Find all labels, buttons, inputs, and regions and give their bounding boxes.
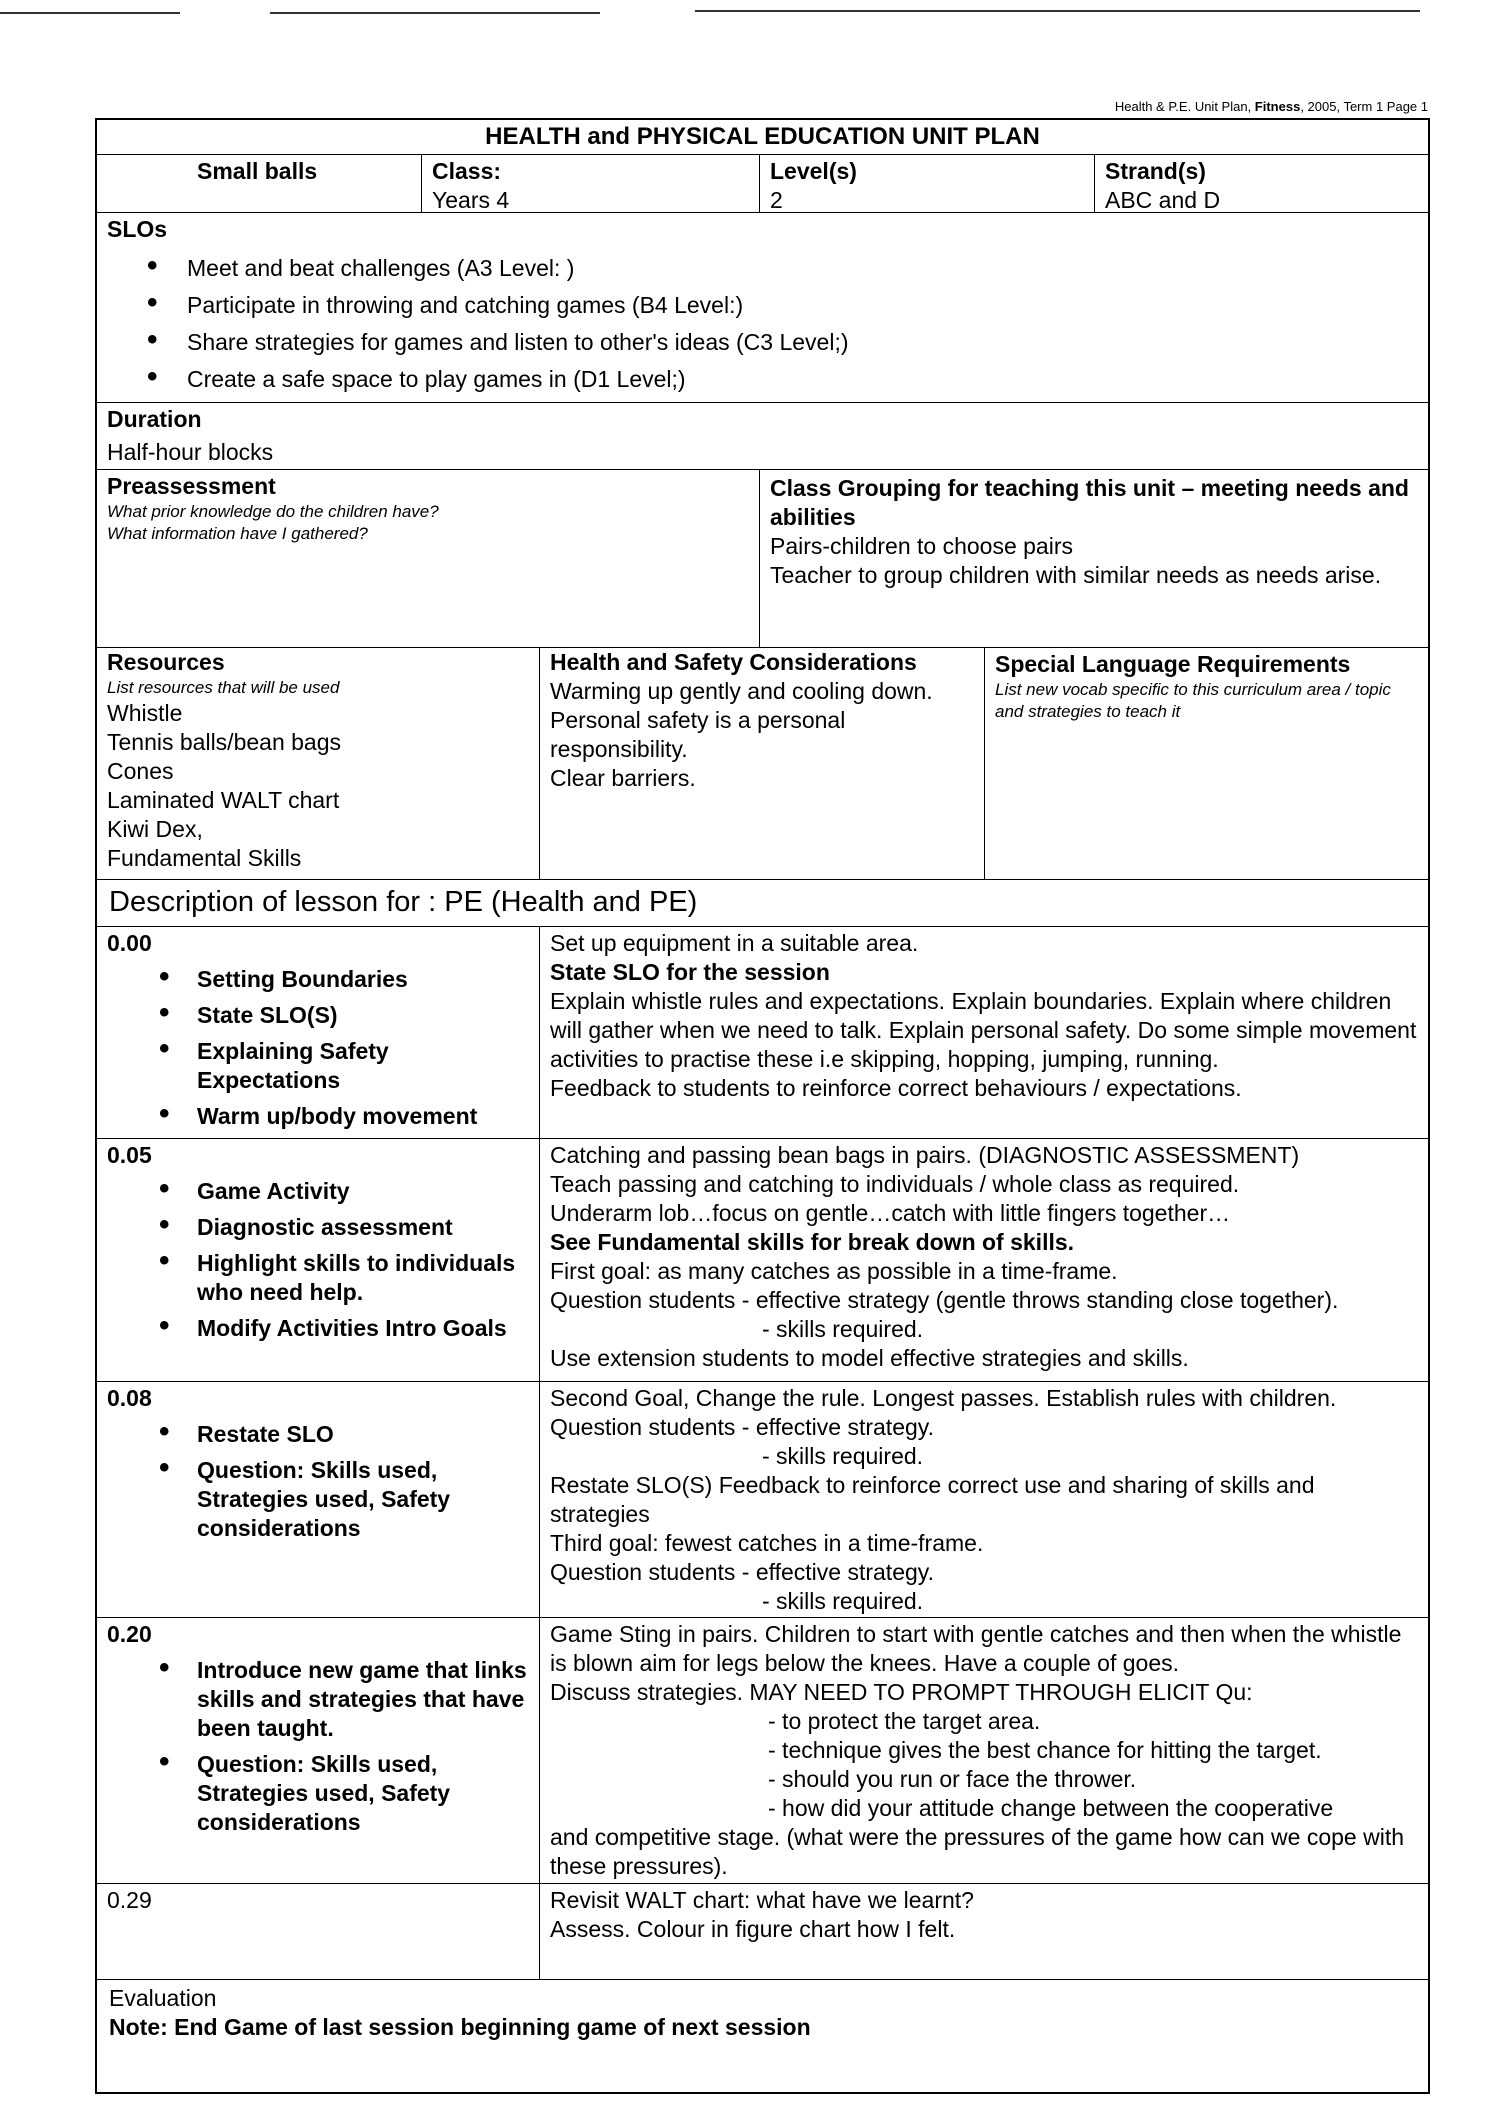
evaluation-section: [97, 1980, 1428, 2092]
activity-item: • Diagnostic assessment: [107, 1213, 529, 1242]
preassessment-prompt: What information have I gathered?: [107, 524, 368, 543]
activity-item: • Highlight skills to individuals who need help.: [107, 1249, 529, 1307]
lesson-time: 0.00: [107, 930, 152, 956]
duration-label: Duration: [107, 406, 202, 432]
slo-item: • Meet and beat challenges (A3 Level: ): [97, 254, 1428, 283]
detail-line: - how did your attitude change between the cooperative: [768, 1795, 1334, 1821]
resource-item: Kiwi Dex,: [107, 816, 203, 842]
detail-line: Explain whistle rules and expectations. Explain boundaries. Explain where children will gather when we need to talk. Explain personal safety. Do some simple movement activities to practise these i.e skipping, hopping, jumping, running.: [550, 988, 1417, 1072]
slos-label: SLOs: [107, 216, 168, 242]
lesson-row: [97, 1139, 1428, 1382]
activity-item: • Modify Activities Intro Goals: [107, 1314, 529, 1343]
slo-item: • Participate in throwing and catching games (B4 Level:): [97, 291, 1428, 320]
level-cell: [760, 155, 1095, 212]
detail-line: - skills required.: [762, 1316, 924, 1342]
lesson-details-cell: [540, 1139, 1428, 1381]
strand-value: ABC and D: [1105, 187, 1221, 213]
lesson-time: 0.20: [107, 1621, 152, 1647]
resource-item: Fundamental Skills: [107, 845, 302, 871]
lesson-row: [97, 1382, 1428, 1618]
class-value: Years 4: [432, 187, 510, 213]
slo-item: • Share strategies for games and listen to other's ideas (C3 Level;): [97, 328, 1428, 357]
unit-info-row: [97, 155, 1428, 213]
lesson-row: [97, 1884, 1428, 1980]
detail-line: Teach passing and catching to individuals / whole class as required.: [550, 1171, 1240, 1197]
language-prompt: List new vocab specific to this curriculum area / topic and strategies to teach it: [995, 680, 1391, 721]
lesson-details-cell: [540, 1382, 1428, 1617]
unit-plan-table: [95, 118, 1430, 2094]
resources-label: Resources: [107, 649, 225, 675]
class-cell: [422, 155, 760, 212]
slos-row: [97, 213, 1428, 403]
scan-artifact-line: [0, 12, 180, 14]
lesson-time-cell: [97, 1382, 540, 1617]
preassessment-row: [97, 470, 1428, 648]
lesson-row: [97, 1618, 1428, 1884]
activity-list: [107, 965, 529, 1131]
activity-item: • Explaining Safety Expectations: [107, 1037, 529, 1095]
activity-item: • Game Activity: [107, 1177, 529, 1206]
detail-line: Feedback to students to reinforce correct behaviours / expectations.: [550, 1075, 1242, 1101]
activity-item: • Setting Boundaries: [107, 965, 529, 994]
resource-item: Cones: [107, 758, 174, 784]
detail-line: Third goal: fewest catches in a time-frame.: [550, 1530, 984, 1556]
activity-item: • State SLO(S): [107, 1001, 529, 1030]
lesson-time-cell: [97, 927, 540, 1138]
resources-row: [97, 648, 1428, 880]
activity-item: • Introduce new game that links skills and strategies that have been taught.: [107, 1656, 529, 1743]
class-label: Class:: [432, 158, 502, 184]
description-title-row: [97, 880, 1428, 927]
detail-line: Second Goal, Change the rule. Longest passes. Establish rules with children.: [550, 1385, 1337, 1411]
detail-line: Discuss strategies. MAY NEED TO PROMPT THROUGH ELICIT Qu:: [550, 1679, 1253, 1705]
detail-line: Question students - effective strategy.: [550, 1414, 934, 1440]
resource-item: Tennis balls/bean bags: [107, 729, 341, 755]
preassessment-label: Preassessment: [107, 473, 276, 499]
detail-line: Question students - effective strategy.: [550, 1559, 934, 1585]
language-cell: [985, 648, 1428, 879]
page-title: HEALTH and PHYSICAL EDUCATION UNIT PLAN: [485, 123, 1040, 150]
detail-line: Set up equipment in a suitable area.: [550, 930, 919, 956]
scan-artifact-line: [270, 12, 600, 14]
unit-topic: Small balls: [97, 155, 422, 212]
activity-list: [107, 1420, 529, 1543]
lesson-details-cell: [540, 927, 1428, 1138]
health-safety-line: Warming up gently and cooling down.: [550, 678, 933, 704]
detail-line: See Fundamental skills for break down of skills.: [550, 1229, 1075, 1255]
activity-item: • Restate SLO: [107, 1420, 529, 1449]
detail-line: - should you run or face the thrower.: [768, 1766, 1137, 1792]
detail-line: Assess. Colour in figure chart how I felt.: [550, 1916, 956, 1942]
lesson-time-cell: [97, 1884, 540, 1979]
detail-line: Use extension students to model effective strategies and skills.: [550, 1345, 1189, 1371]
resources-cell: [97, 648, 540, 879]
grouping-cell: [760, 470, 1428, 647]
lesson-details-cell: [540, 1884, 1428, 1979]
detail-line: Catching and passing bean bags in pairs. (DIAGNOSTIC ASSESSMENT): [550, 1142, 1300, 1168]
scan-artifact-line: [695, 10, 1420, 12]
lesson-time: 0.05: [107, 1142, 152, 1168]
description-title: Description of lesson for : PE (Health and PE): [109, 886, 698, 918]
activity-list: [107, 1177, 529, 1343]
title-row: [97, 120, 1428, 155]
health-safety-line: Personal safety is a personal responsibility.: [550, 707, 846, 762]
lesson-time: 0.29: [107, 1887, 152, 1913]
slo-list: [97, 254, 1428, 394]
lesson-row: [97, 927, 1428, 1139]
activity-item: • Question: Skills used, Strategies used, Safety considerations: [107, 1456, 529, 1543]
detail-line: Revisit WALT chart: what have we learnt?: [550, 1887, 974, 1913]
strand-label: Strand(s): [1105, 158, 1206, 184]
resources-prompt: List resources that will be used: [107, 678, 340, 697]
detail-line: and competitive stage. (what were the pressures of the game how can we cope with these pressures).: [550, 1824, 1405, 1879]
detail-line: Question students - effective strategy (gentle throws standing close together).: [550, 1287, 1339, 1313]
duration-value: Half-hour blocks: [107, 439, 274, 465]
detail-line: Restate SLO(S) Feedback to reinforce correct use and sharing of skills and strategies: [550, 1472, 1315, 1527]
health-safety-cell: [540, 648, 985, 879]
preassessment-prompt: What prior knowledge do the children have?: [107, 502, 439, 521]
level-label: Level(s): [770, 158, 857, 184]
level-value: 2: [770, 187, 783, 213]
detail-line: - skills required.: [762, 1588, 924, 1614]
resource-item: Laminated WALT chart: [107, 787, 340, 813]
grouping-label: Class Grouping for teaching this unit – meeting needs and abilities: [770, 475, 1409, 530]
resource-item: Whistle: [107, 700, 183, 726]
strand-cell: [1095, 155, 1428, 212]
lesson-time: 0.08: [107, 1385, 152, 1411]
preassessment-cell: [97, 470, 760, 647]
lesson-time-cell: [97, 1139, 540, 1381]
health-safety-label: Health and Safety Considerations: [550, 649, 917, 675]
evaluation-note: Note: End Game of last session beginning game of next session: [109, 2014, 811, 2040]
slo-item: • Create a safe space to play games in (D1 Level;): [97, 365, 1428, 394]
detail-line: Underarm lob…focus on gentle…catch with little fingers together…: [550, 1200, 1231, 1226]
grouping-line: Teacher to group children with similar needs as needs arise.: [770, 562, 1382, 588]
activity-item: • Warm up/body movement: [107, 1102, 529, 1131]
language-label: Special Language Requirements: [995, 651, 1351, 677]
activity-item: • Question: Skills used, Strategies used, Safety considerations: [107, 1750, 529, 1837]
duration-row: [97, 403, 1428, 470]
detail-line: State SLO for the session: [550, 959, 830, 985]
lesson-time-cell: [97, 1618, 540, 1883]
lesson-details-cell: [540, 1618, 1428, 1883]
evaluation-label: Evaluation: [109, 1985, 217, 2011]
detail-line: - technique gives the best chance for hitting the target.: [768, 1737, 1322, 1763]
detail-line: Game Sting in pairs. Children to start with gentle catches and then when the whistle is blown aim for legs below the knees. Have a couple of goes.: [550, 1621, 1402, 1676]
grouping-line: Pairs-children to choose pairs: [770, 533, 1073, 559]
detail-line: First goal: as many catches as possible in a time-frame.: [550, 1258, 1118, 1284]
detail-line: - to protect the target area.: [768, 1708, 1041, 1734]
health-safety-line: Clear barriers.: [550, 765, 696, 791]
activity-list: [107, 1656, 529, 1837]
detail-line: - skills required.: [762, 1443, 924, 1469]
page-header-note: Health & P.E. Unit Plan, Fitness, 2005, Term 1 Page 1: [1114, 99, 1428, 114]
